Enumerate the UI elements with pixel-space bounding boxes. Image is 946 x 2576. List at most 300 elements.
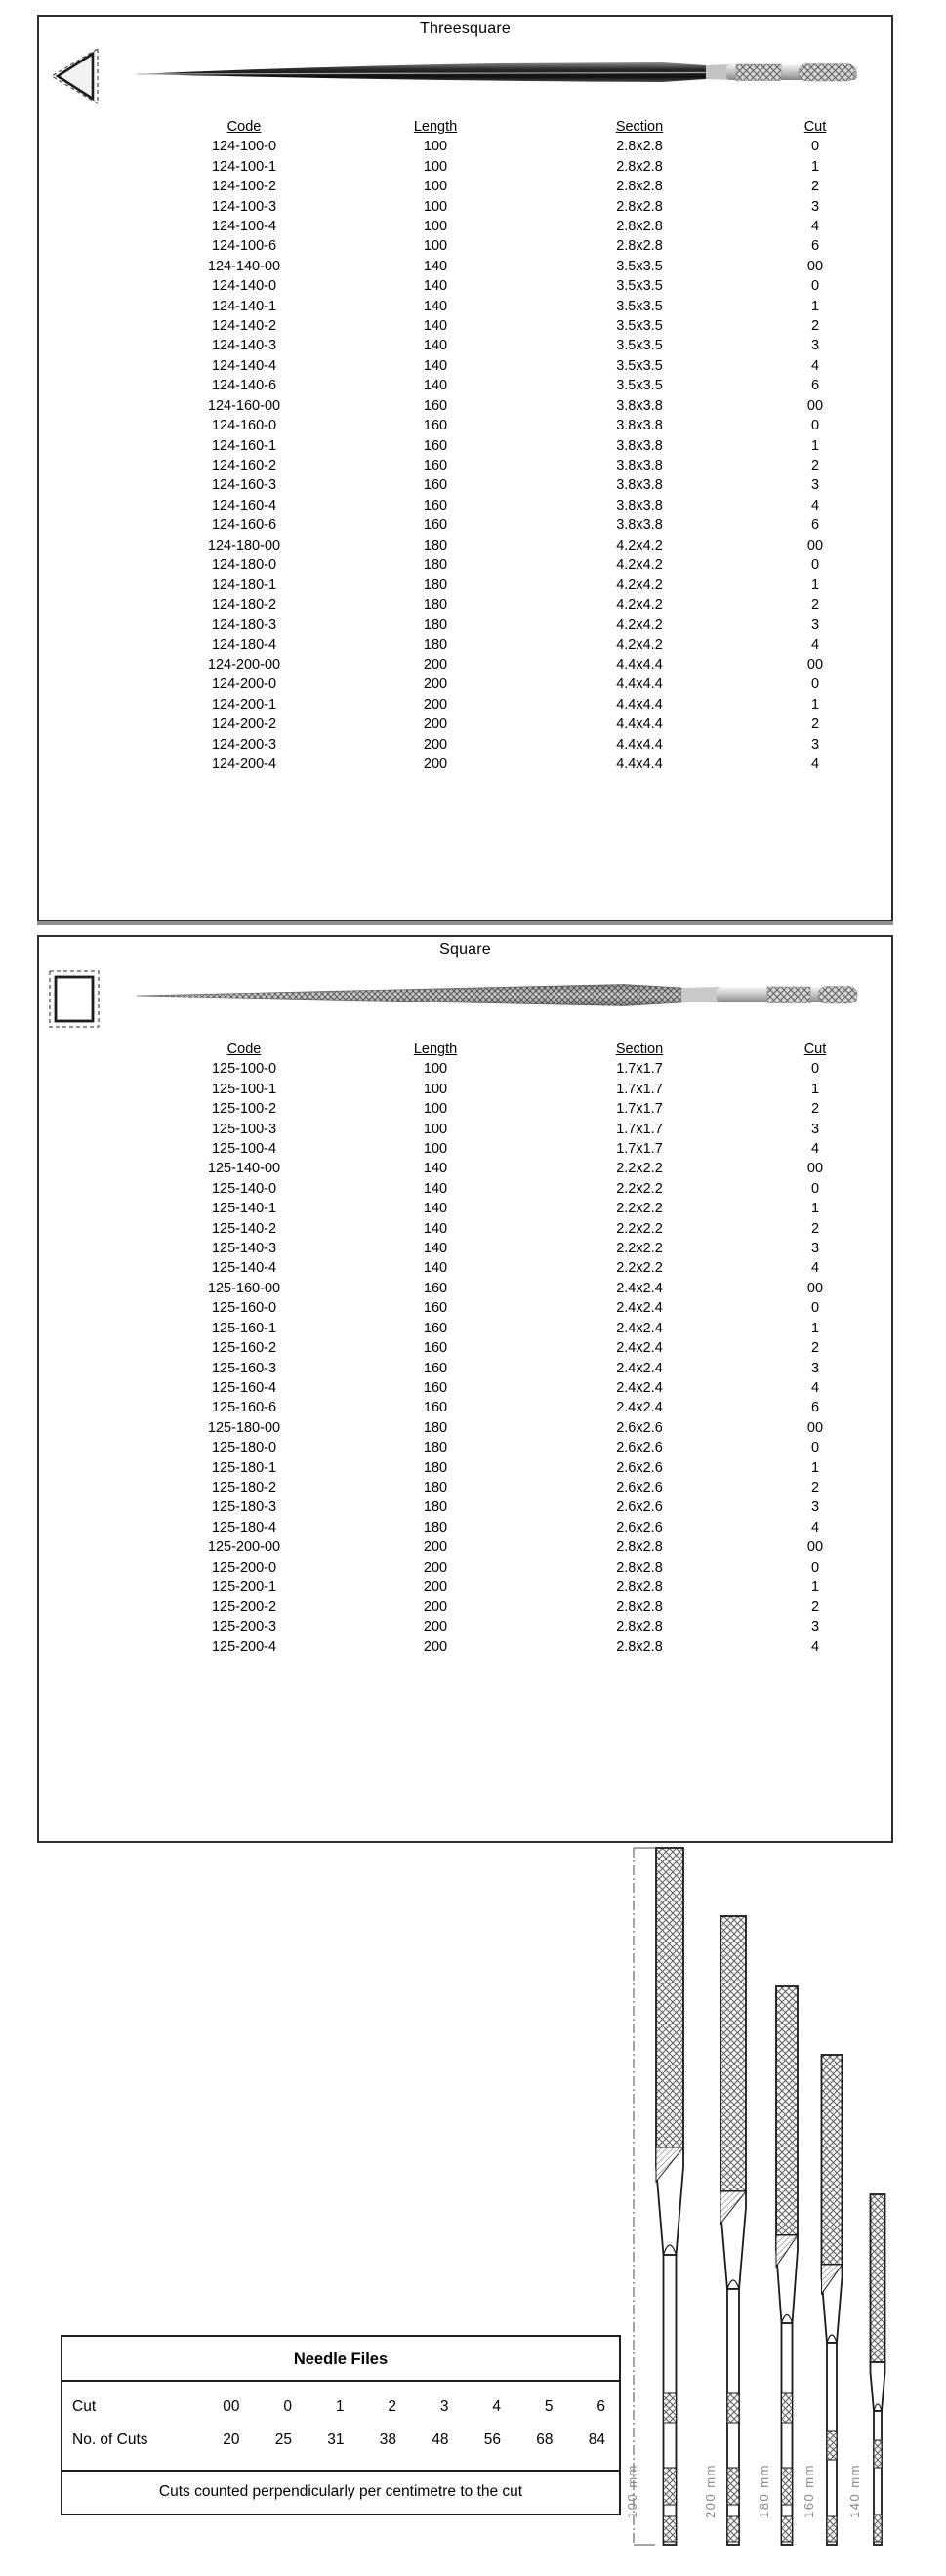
spec-cell: 2.4x2.4	[616, 1379, 663, 1396]
spec-cell: 125-180-1	[211, 1459, 277, 1476]
spec-cell: 124-140-00	[207, 258, 281, 274]
spec-cell: 3	[810, 477, 820, 494]
spec-cell: 4.2x4.2	[616, 617, 663, 634]
spec-cell: 140	[423, 1260, 448, 1277]
spec-cell: 160	[423, 477, 448, 494]
spec-cell: 124-140-6	[211, 378, 277, 394]
panel-title: Threesquare	[420, 20, 511, 37]
spec-cell: 0	[810, 676, 820, 693]
spec-cell: 2.2x2.2	[616, 1201, 663, 1217]
spec-cell: 00	[806, 1419, 824, 1436]
spec-cell: 140	[423, 1220, 448, 1237]
spec-cell: 180	[423, 1459, 448, 1476]
file-size-drawing	[625, 1845, 923, 2557]
cut-value: 68	[536, 2432, 554, 2448]
spec-cell: 0	[810, 1061, 820, 1078]
spec-cell: 3	[810, 617, 820, 634]
file-140mm	[822, 2055, 843, 2545]
spec-cell: 2.8x2.8	[616, 238, 663, 255]
spec-cell: 125-200-2	[211, 1599, 277, 1615]
spec-cell: 2.4x2.4	[616, 1340, 663, 1357]
spec-cell: 3	[810, 1121, 820, 1137]
spec-cell: 6	[810, 378, 820, 394]
spec-cell: 125-200-3	[211, 1618, 277, 1635]
spec-cell: 2.8x2.8	[616, 1539, 663, 1556]
spec-cell: 100	[423, 198, 448, 215]
spec-cell: 1.7x1.7	[616, 1081, 663, 1097]
cut-table-title: Needle Files	[62, 2337, 619, 2382]
spec-cell: 3.8x3.8	[616, 418, 663, 434]
spec-cell: 2.2x2.2	[616, 1180, 663, 1197]
spec-cell: 2	[810, 716, 820, 733]
spec-cell: 1	[810, 1201, 820, 1217]
spec-cell: 124-200-4	[211, 756, 277, 772]
spec-cell: 4	[810, 1141, 820, 1158]
spec-cell: 2	[810, 179, 820, 195]
threesquare-panel	[37, 15, 893, 921]
file-160mm	[776, 1986, 798, 2545]
spec-cell: 3.5x3.5	[616, 258, 663, 274]
spec-cell: 125-100-1	[211, 1081, 277, 1097]
spec-cell: 2.2x2.2	[616, 1260, 663, 1277]
spec-cell: 125-200-1	[211, 1578, 277, 1595]
cut-value: 25	[274, 2432, 292, 2448]
spec-cell: 124-160-3	[211, 477, 277, 494]
spec-cell: 124-100-6	[211, 238, 277, 255]
spec-cell: 4	[810, 219, 820, 235]
spec-column-header: Cut	[803, 1042, 827, 1057]
spec-cell: 200	[423, 1599, 448, 1615]
spec-cell: 100	[423, 179, 448, 195]
spec-cell: 200	[423, 756, 448, 772]
spec-cell: 125-160-2	[211, 1340, 277, 1357]
spec-cell: 3	[810, 736, 820, 753]
cut-value: 1	[335, 2398, 345, 2415]
spec-cell: 0	[810, 1559, 820, 1575]
spec-cell: 124-100-1	[211, 158, 277, 175]
spec-cell: 6	[810, 1400, 820, 1416]
no-of-cuts-label: No. of Cuts	[72, 2432, 148, 2448]
spec-cell: 160	[423, 1340, 448, 1357]
dimension-line	[634, 1848, 655, 2545]
spec-cell: 160	[423, 517, 448, 534]
spec-cell: 1.7x1.7	[616, 1141, 663, 1158]
spec-cell: 1.7x1.7	[616, 1121, 663, 1137]
spec-cell: 4.2x4.2	[616, 577, 663, 593]
spec-cell: 124-140-2	[211, 318, 277, 335]
spec-cell: 125-180-2	[211, 1479, 277, 1495]
spec-cell: 0	[810, 556, 820, 573]
spec-cell: 140	[423, 378, 448, 394]
file-length-label: 100 mm	[625, 2464, 639, 2518]
triangle-section-icon	[49, 46, 102, 111]
cut-value: 48	[432, 2432, 449, 2448]
spec-cell: 4.4x4.4	[616, 676, 663, 693]
spec-cell: 4.4x4.4	[616, 736, 663, 753]
spec-cell: 180	[423, 537, 448, 553]
spec-cell: 4.4x4.4	[616, 656, 663, 673]
spec-cell: 0	[810, 1440, 820, 1456]
spec-cell: 200	[423, 1578, 448, 1595]
spec-cell: 4.4x4.4	[616, 756, 663, 772]
spec-cell: 160	[423, 1360, 448, 1376]
spec-cell: 3	[810, 1241, 820, 1257]
spec-cell: 100	[423, 139, 448, 155]
spec-cell: 3.5x3.5	[616, 318, 663, 335]
spec-cell: 00	[806, 397, 824, 414]
spec-cell: 180	[423, 596, 448, 613]
needle-files-cut-table	[61, 2335, 621, 2515]
spec-cell: 140	[423, 298, 448, 314]
spec-cell: 3	[810, 198, 820, 215]
spec-cell: 140	[423, 318, 448, 335]
spec-cell: 2.8x2.8	[616, 219, 663, 235]
spec-cell: 200	[423, 1559, 448, 1575]
spec-cell: 125-140-2	[211, 1220, 277, 1237]
spec-cell: 2.8x2.8	[616, 1639, 663, 1656]
spec-cell: 140	[423, 1201, 448, 1217]
spec-cell: 2	[810, 596, 820, 613]
spec-cell: 0	[810, 278, 820, 295]
spec-cell: 3.8x3.8	[616, 397, 663, 414]
spec-cell: 125-100-3	[211, 1121, 277, 1137]
spec-cell: 125-160-4	[211, 1379, 277, 1396]
spec-cell: 200	[423, 656, 448, 673]
spec-cell: 124-200-0	[211, 676, 277, 693]
spec-cell: 124-100-2	[211, 179, 277, 195]
spec-cell: 2	[810, 457, 820, 473]
spec-cell: 4.4x4.4	[616, 696, 663, 713]
spec-cell: 160	[423, 1300, 448, 1317]
spec-cell: 125-140-3	[211, 1241, 277, 1257]
spec-cell: 200	[423, 736, 448, 753]
spec-cell: 6	[810, 238, 820, 255]
spec-cell: 100	[423, 219, 448, 235]
spec-cell: 124-160-0	[211, 418, 277, 434]
square-file-photo	[135, 976, 862, 1020]
spec-cell: 3.8x3.8	[616, 517, 663, 534]
cut-value: 2	[388, 2398, 396, 2415]
spec-cell: 00	[806, 656, 824, 673]
spec-cell: 3	[810, 1360, 820, 1376]
spec-cell: 1	[810, 696, 820, 713]
spec-cell: 1	[810, 1578, 820, 1595]
spec-cell: 125-180-3	[211, 1499, 277, 1516]
spec-cell: 4	[810, 756, 820, 772]
spec-cell: 2.4x2.4	[616, 1280, 663, 1296]
spec-cell: 2.4x2.4	[616, 1400, 663, 1416]
spec-cell: 160	[423, 418, 448, 434]
file-180mm	[720, 1916, 746, 2545]
spec-cell: 2.8x2.8	[616, 198, 663, 215]
spec-cell: 2.2x2.2	[616, 1161, 663, 1177]
spec-cell: 160	[423, 1379, 448, 1396]
spec-cell: 160	[423, 1320, 448, 1336]
spec-cell: 2.6x2.6	[616, 1499, 663, 1516]
spec-cell: 125-140-0	[211, 1180, 277, 1197]
spec-cell: 0	[810, 418, 820, 434]
spec-cell: 125-180-00	[207, 1419, 281, 1436]
spec-cell: 100	[423, 1081, 448, 1097]
spec-cell: 2.6x2.6	[616, 1440, 663, 1456]
spec-cell: 200	[423, 1639, 448, 1656]
spec-cell: 125-180-0	[211, 1440, 277, 1456]
spec-cell: 125-160-6	[211, 1400, 277, 1416]
spec-cell: 4.4x4.4	[616, 716, 663, 733]
cut-value: 5	[544, 2398, 554, 2415]
spec-cell: 0	[810, 1180, 820, 1197]
spec-cell: 125-180-4	[211, 1519, 277, 1535]
spec-cell: 125-140-4	[211, 1260, 277, 1277]
spec-cell: 2	[810, 1220, 820, 1237]
spec-column-header: Code	[226, 1042, 262, 1057]
spec-cell: 140	[423, 1180, 448, 1197]
file-size-diagram	[625, 1845, 923, 2557]
file-length-label: 140 mm	[847, 2464, 862, 2518]
spec-cell: 2.8x2.8	[616, 139, 663, 155]
spec-cell: 2	[810, 1479, 820, 1495]
spec-column-header: Code	[226, 119, 262, 135]
spec-column-header: Section	[615, 119, 664, 135]
spec-cell: 140	[423, 338, 448, 354]
spec-cell: 2.8x2.8	[616, 179, 663, 195]
spec-cell: 160	[423, 457, 448, 473]
spec-cell: 3.8x3.8	[616, 477, 663, 494]
spec-cell: 2.4x2.4	[616, 1320, 663, 1336]
spec-cell: 0	[810, 139, 820, 155]
spec-cell: 124-160-6	[211, 517, 277, 534]
spec-cell: 124-160-00	[207, 397, 281, 414]
spec-cell: 2.8x2.8	[616, 1618, 663, 1635]
spec-cell: 2.6x2.6	[616, 1479, 663, 1495]
spec-cell: 2.8x2.8	[616, 1578, 663, 1595]
spec-cell: 2.8x2.8	[616, 1599, 663, 1615]
spec-cell: 125-160-3	[211, 1360, 277, 1376]
spec-cell: 124-180-1	[211, 577, 277, 593]
spec-cell: 2	[810, 1101, 820, 1118]
spec-cell: 2.6x2.6	[616, 1419, 663, 1436]
spec-cell: 180	[423, 577, 448, 593]
spec-cell: 1	[810, 298, 820, 314]
cut-row-label: Cut	[72, 2398, 97, 2415]
spec-cell: 125-140-1	[211, 1201, 277, 1217]
spec-cell: 200	[423, 1618, 448, 1635]
spec-cell: 124-160-1	[211, 437, 277, 454]
spec-cell: 124-140-3	[211, 338, 277, 354]
spec-cell: 100	[423, 1121, 448, 1137]
spec-cell: 124-140-0	[211, 278, 277, 295]
spec-cell: 4	[810, 636, 820, 653]
spec-cell: 0	[810, 1300, 820, 1317]
cut-value: 4	[492, 2398, 501, 2415]
file-200mm	[656, 1848, 683, 2545]
spec-cell: 3.8x3.8	[616, 497, 663, 513]
spec-cell: 2	[810, 1599, 820, 1615]
spec-cell: 3	[810, 1618, 820, 1635]
spec-cell: 1.7x1.7	[616, 1061, 663, 1078]
spec-cell: 2.4x2.4	[616, 1360, 663, 1376]
cut-row	[72, 2391, 605, 2424]
spec-cell: 180	[423, 556, 448, 573]
cut-value: 56	[483, 2432, 501, 2448]
spec-cell: 180	[423, 1440, 448, 1456]
spec-cell: 124-100-0	[211, 139, 277, 155]
spec-cell: 00	[806, 258, 824, 274]
cut-table-footnote: Cuts counted perpendicularly per centimetre to the cut	[62, 2470, 619, 2514]
spec-cell: 2	[810, 318, 820, 335]
spec-cell: 124-200-00	[207, 656, 281, 673]
spec-cell: 124-180-2	[211, 596, 277, 613]
spec-cell: 4	[810, 1519, 820, 1535]
spec-cell: 2.8x2.8	[616, 158, 663, 175]
spec-cell: 125-100-0	[211, 1061, 277, 1078]
spec-cell: 124-180-00	[207, 537, 281, 553]
spec-cell: 140	[423, 1161, 448, 1177]
spec-cell: 100	[423, 1101, 448, 1118]
spec-cell: 100	[423, 1141, 448, 1158]
spec-cell: 180	[423, 1479, 448, 1495]
spec-table	[148, 117, 883, 774]
spec-cell: 200	[423, 1539, 448, 1556]
spec-cell: 124-200-3	[211, 736, 277, 753]
file-length-label: 200 mm	[703, 2464, 718, 2518]
spec-cell: 125-160-00	[207, 1280, 281, 1296]
spec-cell: 124-160-4	[211, 497, 277, 513]
spec-cell: 00	[806, 1280, 824, 1296]
spec-cell: 1.7x1.7	[616, 1101, 663, 1118]
spec-column-header: Length	[413, 1042, 458, 1057]
spec-cell: 1	[810, 1459, 820, 1476]
spec-cell: 160	[423, 397, 448, 414]
spec-cell: 125-200-4	[211, 1639, 277, 1656]
spec-cell: 125-100-4	[211, 1141, 277, 1158]
spec-cell: 4	[810, 497, 820, 513]
cut-value: 00	[223, 2398, 240, 2415]
spec-cell: 3.5x3.5	[616, 338, 663, 354]
spec-cell: 4	[810, 357, 820, 374]
spec-cell: 200	[423, 716, 448, 733]
cut-value: 6	[596, 2398, 605, 2415]
file-length-label: 180 mm	[757, 2464, 771, 2518]
threesquare-file-photo	[135, 54, 862, 98]
spec-cell: 2.4x2.4	[616, 1300, 663, 1317]
spec-cell: 2.6x2.6	[616, 1519, 663, 1535]
spec-cell: 140	[423, 278, 448, 295]
spec-cell: 00	[806, 537, 824, 553]
cut-value: 3	[439, 2398, 449, 2415]
spec-cell: 00	[806, 1161, 824, 1177]
spec-cell: 1	[810, 1081, 820, 1097]
spec-cell: 1	[810, 158, 820, 175]
file-100mm	[871, 2194, 885, 2545]
spec-cell: 140	[423, 258, 448, 274]
spec-cell: 180	[423, 1499, 448, 1516]
spec-cell: 100	[423, 238, 448, 255]
spec-cell: 4.2x4.2	[616, 636, 663, 653]
spec-cell: 4	[810, 1260, 820, 1277]
spec-cell: 124-200-2	[211, 716, 277, 733]
spec-cell: 124-200-1	[211, 696, 277, 713]
spec-cell: 200	[423, 696, 448, 713]
square-section-icon	[47, 968, 103, 1036]
spec-cell: 2.6x2.6	[616, 1459, 663, 1476]
spec-cell: 180	[423, 1519, 448, 1535]
spec-cell: 6	[810, 517, 820, 534]
spec-cell: 1	[810, 577, 820, 593]
spec-cell: 3.8x3.8	[616, 437, 663, 454]
spec-cell: 3.5x3.5	[616, 278, 663, 295]
spec-cell: 1	[810, 1320, 820, 1336]
square-panel	[37, 935, 893, 1843]
no-of-cuts-row	[72, 2424, 605, 2457]
spec-cell: 160	[423, 1400, 448, 1416]
spec-column-header: Cut	[803, 119, 827, 135]
spec-cell: 3.5x3.5	[616, 357, 663, 374]
spec-cell: 100	[423, 1061, 448, 1078]
spec-table	[148, 1040, 883, 1657]
spec-cell: 4.2x4.2	[616, 556, 663, 573]
spec-cell: 4.2x4.2	[616, 537, 663, 553]
cut-value: 38	[379, 2432, 396, 2448]
panel-title: Square	[439, 941, 491, 958]
spec-cell: 2.2x2.2	[616, 1220, 663, 1237]
spec-cell: 125-200-00	[207, 1539, 281, 1556]
spec-cell: 2.2x2.2	[616, 1241, 663, 1257]
spec-cell: 3	[810, 1499, 820, 1516]
spec-cell: 125-200-0	[211, 1559, 277, 1575]
spec-cell: 125-160-1	[211, 1320, 277, 1336]
cut-table-body	[62, 2382, 619, 2470]
spec-cell: 3.8x3.8	[616, 457, 663, 473]
spec-cell: 3.5x3.5	[616, 298, 663, 314]
spec-column-header: Length	[413, 119, 458, 135]
spec-cell: 140	[423, 1241, 448, 1257]
spec-cell: 3.5x3.5	[616, 378, 663, 394]
spec-cell: 124-180-0	[211, 556, 277, 573]
spec-cell: 124-140-4	[211, 357, 277, 374]
spec-cell: 125-160-0	[211, 1300, 277, 1317]
spec-cell: 124-180-3	[211, 617, 277, 634]
spec-cell: 124-180-4	[211, 636, 277, 653]
spec-cell: 4	[810, 1379, 820, 1396]
spec-cell: 124-100-4	[211, 219, 277, 235]
spec-cell: 124-100-3	[211, 198, 277, 215]
spec-cell: 200	[423, 676, 448, 693]
spec-cell: 125-140-00	[207, 1161, 281, 1177]
spec-cell: 180	[423, 636, 448, 653]
spec-cell: 4.2x4.2	[616, 596, 663, 613]
spec-cell: 4	[810, 1639, 820, 1656]
cut-value: 31	[327, 2432, 345, 2448]
spec-cell: 2.8x2.8	[616, 1559, 663, 1575]
spec-cell: 00	[806, 1539, 824, 1556]
file-length-label: 160 mm	[802, 2464, 816, 2518]
spec-cell: 1	[810, 437, 820, 454]
spec-cell: 180	[423, 1419, 448, 1436]
spec-cell: 100	[423, 158, 448, 175]
spec-cell: 3	[810, 338, 820, 354]
spec-cell: 160	[423, 497, 448, 513]
spec-cell: 160	[423, 1280, 448, 1296]
spec-cell: 180	[423, 617, 448, 634]
cut-value: 84	[588, 2432, 605, 2448]
cut-value: 0	[283, 2398, 292, 2415]
spec-cell: 124-160-2	[211, 457, 277, 473]
spec-cell: 160	[423, 437, 448, 454]
spec-cell: 125-100-2	[211, 1101, 277, 1118]
spec-cell: 140	[423, 357, 448, 374]
cut-value: 20	[223, 2432, 240, 2448]
